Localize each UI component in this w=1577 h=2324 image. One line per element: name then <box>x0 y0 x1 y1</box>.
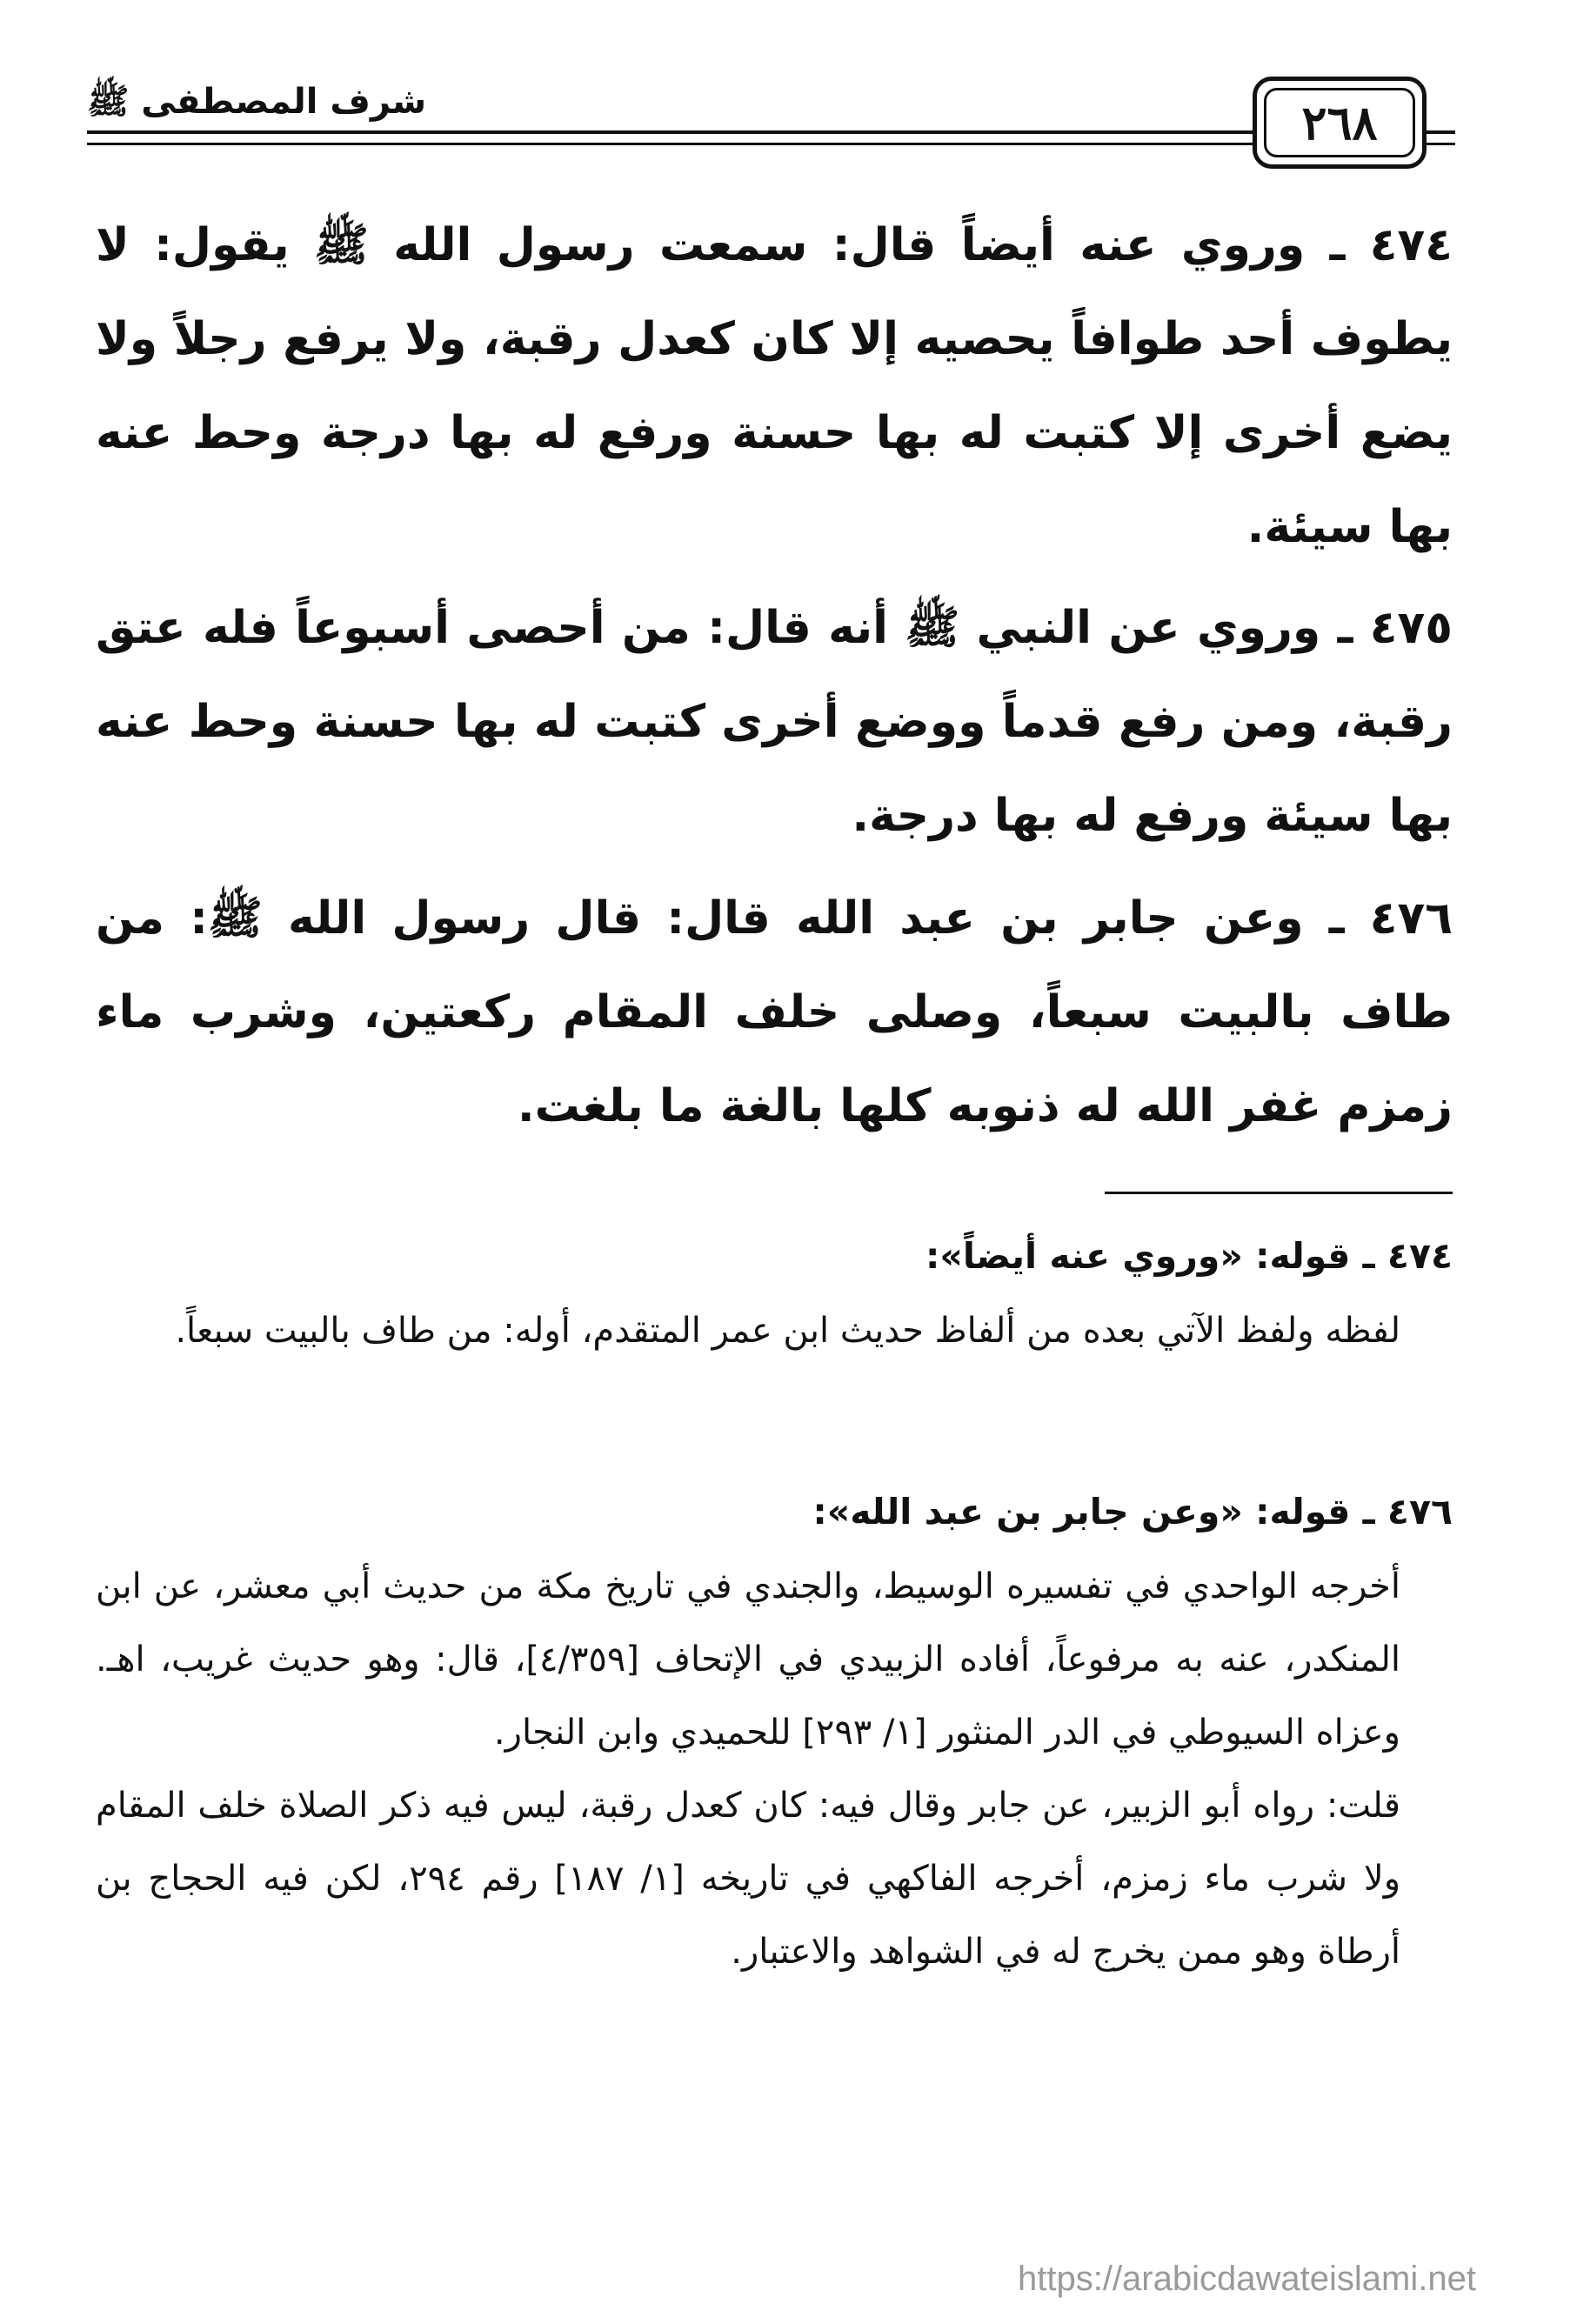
hadith-text: ـ وروي عن النبي ﷺ أنه قال: من أحصى أسبوعاً فله عتق رقبة، ومن رفع قدماً ووضع أخرى كتبت له بها حسنة وحط عنه بها سيئة ورفع له بها درجة. <box>96 602 1453 842</box>
footnote-separator <box>1105 1192 1453 1194</box>
hadith-paragraph <box>96 198 1453 574</box>
header-rule-thin <box>87 143 1455 145</box>
hadith-paragraph <box>96 872 1453 1153</box>
hadith-text: ـ وعن جابر بن عبد الله قال: قال رسول الله ﷺ: من طاف بالبيت سبعاً، وصلى خلف المقام ركعتين، وشرب ماء زمزم غفر الله له ذنوبه كلها بالغة ما بلغت. <box>96 892 1453 1132</box>
header-rule <box>87 130 1455 134</box>
footnote-text: لفظه ولفظ الآتي بعده من ألفاظ حديث ابن عمر المتقدم، أوله: من طاف بالبيت سبعاً. <box>175 1311 1400 1351</box>
watermark-url: https://arabicdawateislami.net <box>1018 2260 1476 2298</box>
running-title: شرف المصطفى ﷺ <box>87 82 427 122</box>
footnote-text: أخرجه الواحدي في تفسيره الوسيط، والجندي في تاريخ مكة من حديث أبي معشر، عن ابن المنكدر، عنه به مرفوعاً، أفاده الزبيدي في الإتحاف [٤/٣٥٩]، قال: وهو حديث غريب، اهـ. وعزاه السيوطي في الدر المنثور [١/ ٢٩٣] للحميدي وابن النجار. <box>96 1566 1401 1753</box>
hadith-number: ٤٧٦ <box>1369 892 1453 945</box>
hadith-number: ٤٧٤ <box>1369 219 1453 271</box>
footnote <box>96 1473 1453 1988</box>
page-number-frame <box>1253 77 1427 169</box>
hadith-text: ـ وروي عنه أيضاً قال: سمعت رسول الله ﷺ يقول: لا يطوف أحد طوافاً يحصيه إلا كان كعدل رقبة، ولا يرفع رجلاً ولا يضع أخرى إلا كتبت له بها حسنة ورفع له بها درجة وحط عنه بها سيئة. <box>96 219 1453 553</box>
footnote-heading: ٤٧٦ ـ قوله: «وعن جابر بن عبد الله»: <box>812 1491 1453 1533</box>
footnote <box>96 1218 1453 1367</box>
footnote-heading: ٤٧٤ ـ قوله: «وروي عنه أيضاً»: <box>925 1235 1453 1277</box>
page-number: ٢٦٨ <box>1301 95 1378 150</box>
hadith-paragraph <box>96 581 1453 863</box>
footnote-comment: قلت: رواه أبو الزبير، عن جابر وقال فيه: كان كعدل رقبة، ليس فيه ذكر الصلاة خلف المقام ولا شرب ماء زمزم، أخرجه الفاكهي في تاريخه [١/ ١٨٧] رقم ٢٩٤، لكن فيه الحجاج بن أرطاة وهو ممن يخرج له في الشواهد والاعتبار. <box>96 1786 1401 1972</box>
hadith-number: ٤٧٥ <box>1369 602 1453 654</box>
